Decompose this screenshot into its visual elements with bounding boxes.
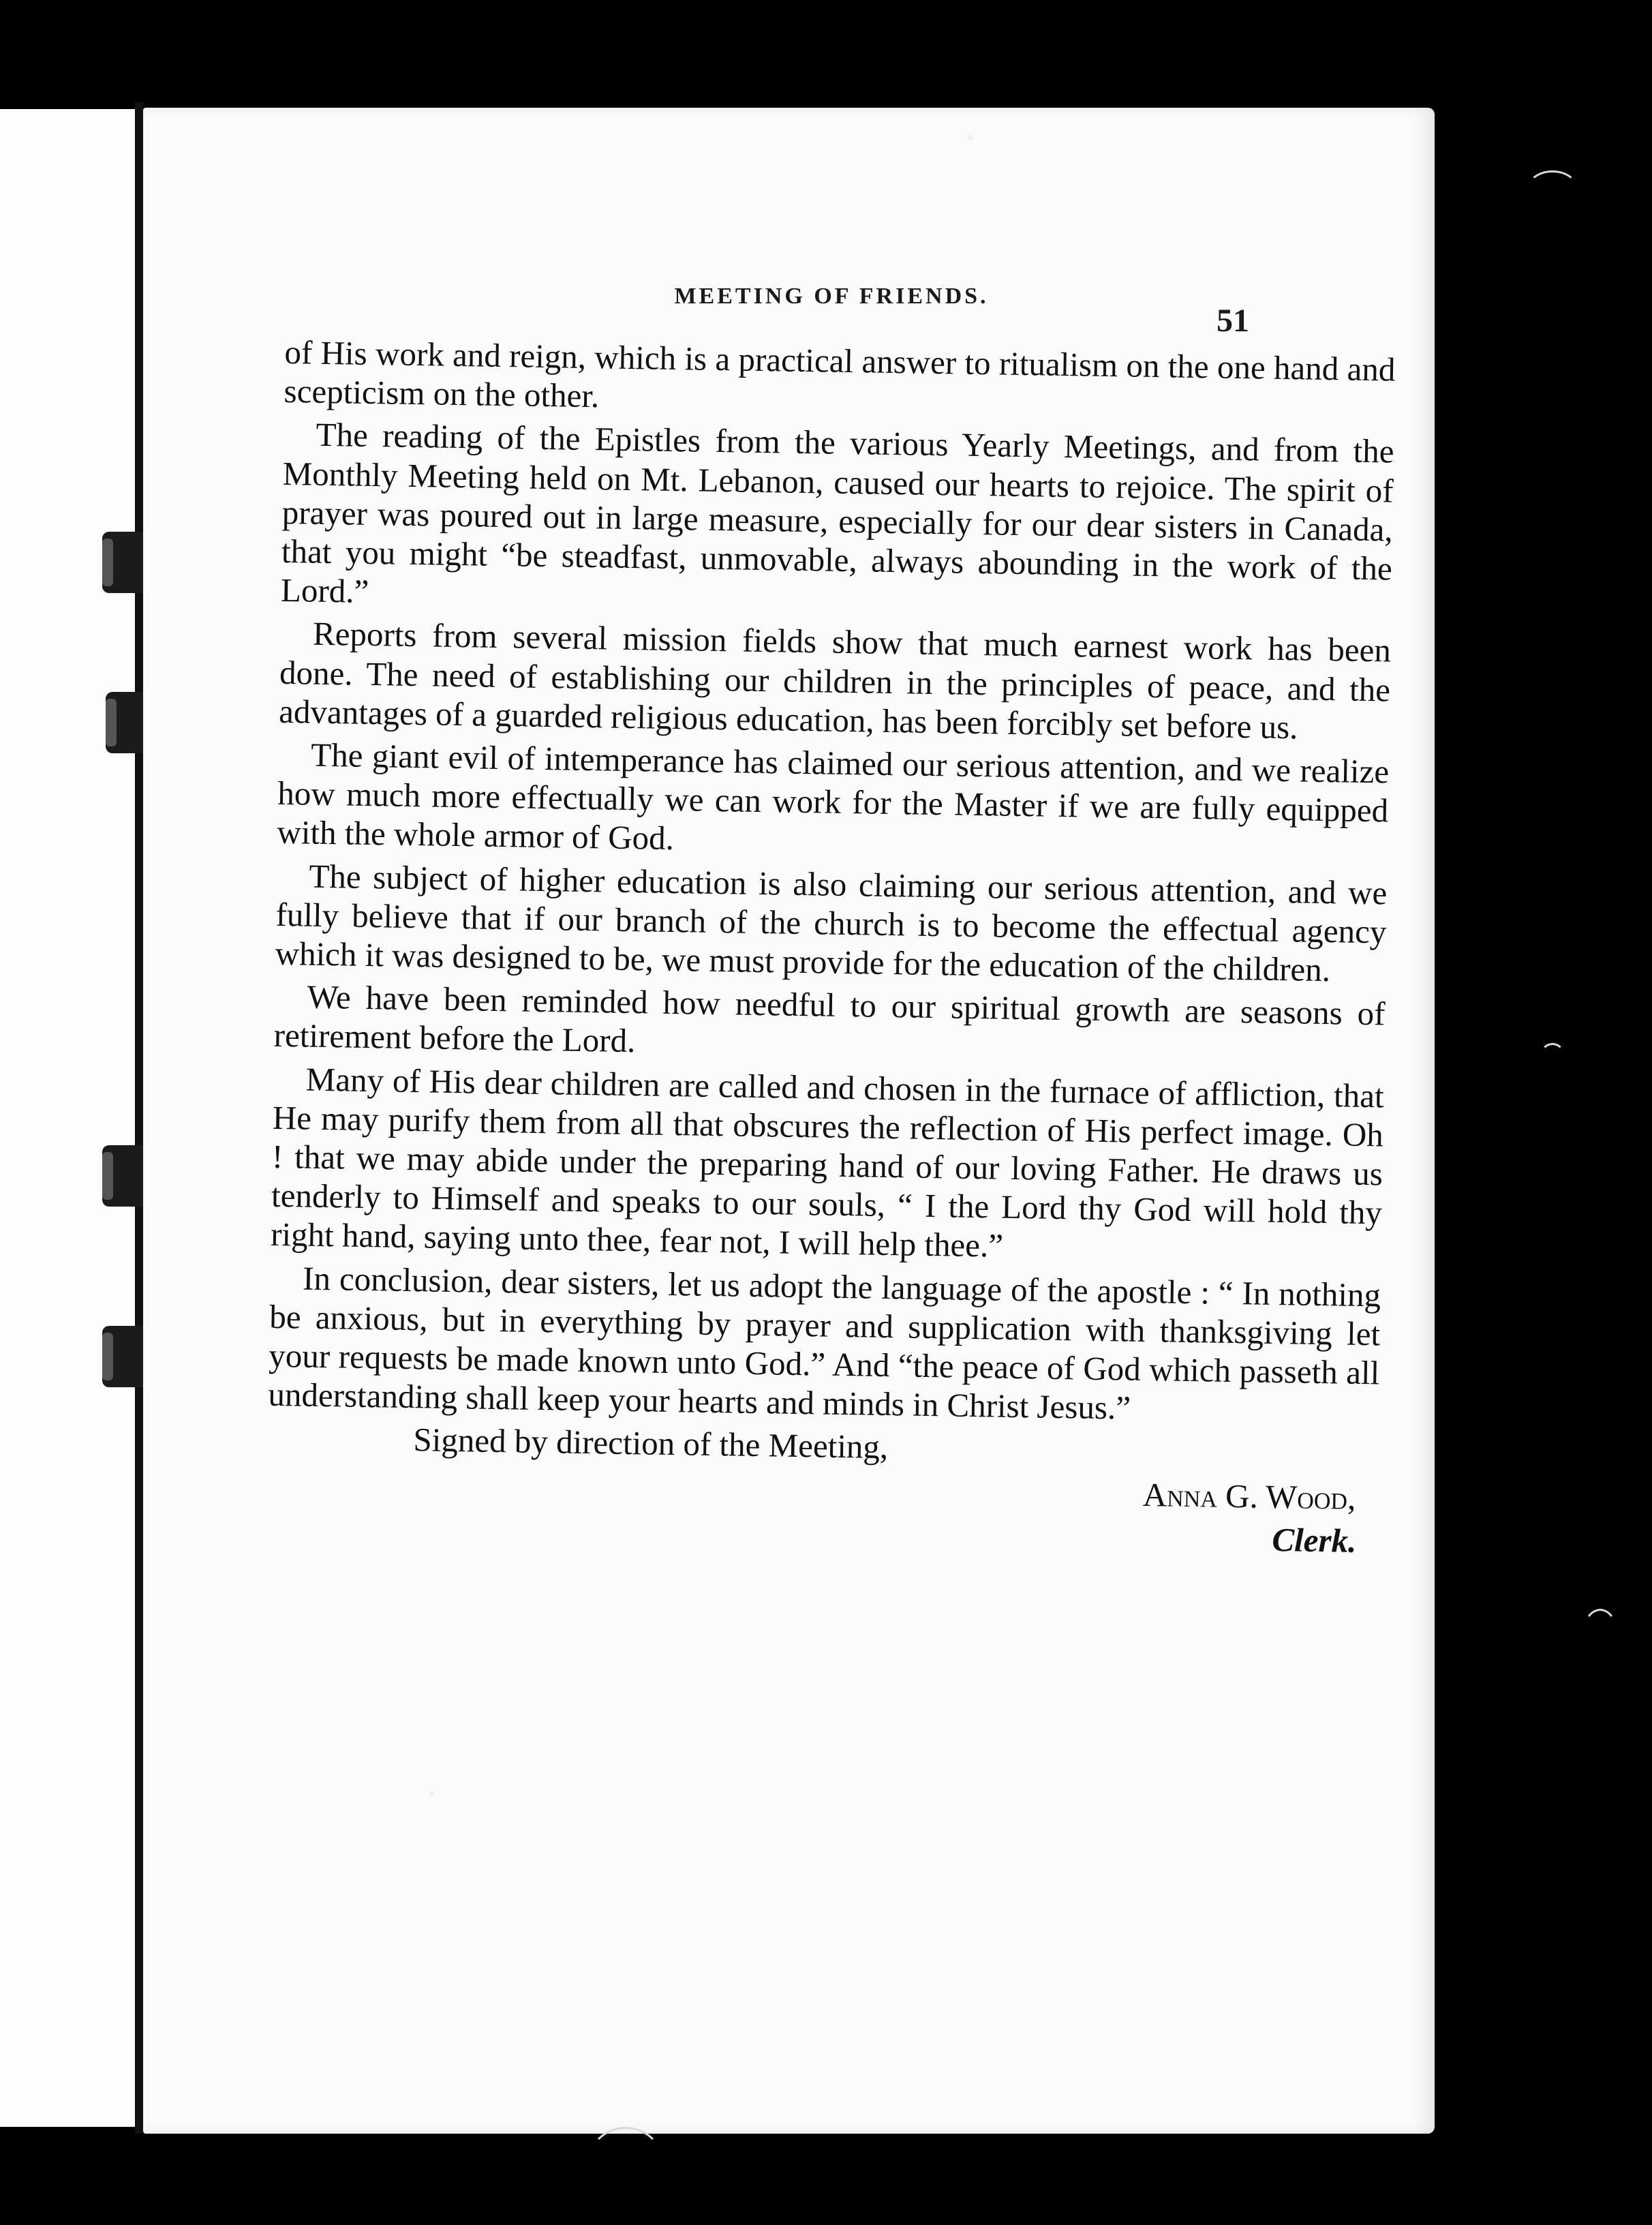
paragraph: We have been reminded how needful to our spiritual growth are seasons of retirement before the Lord. [273,978,1386,1060]
paragraph: The giant evil of intemperance has claimed our serious attention, and we realize how much more effectually we can work for the Master if we are fully equipped with the whole armor of God. [277,736,1390,858]
book-spine [135,102,143,2134]
signed-line: Signed by direction of the Meeting, [413,1421,889,1466]
dust-lint [586,2127,665,2206]
dust-lint [1540,1043,1565,1068]
page-number: 51 [1217,303,1249,339]
paragraph: Reports from several mission fields show that much earnest work has been done. The need of establishing our children in the principles of peace, and the advantages of a guarded religious education, has been forcibly set before us. [278,615,1392,746]
paragraph: Many of His dear children are called and chosen in the furnace of affliction, that He may purify them from all that obscures the reflection of His perfect image. Oh ! that we may abide under the preparing hand of our loving Father. He draws us tenderly to Himself and speaks to our souls, “ I the Lord thy God will hold thy right hand, saying unto thee, fear not, I will help thee.” [270,1060,1385,1265]
signature-title: Clerk. [1272,1520,1357,1560]
signature-name: Anna G. Wood, [1142,1475,1356,1517]
body-text [266,333,1396,1564]
dust-lint [1581,1609,1619,1667]
book-page [143,108,1435,2134]
dust-lint [1527,170,1578,209]
paper-speck [429,1791,434,1796]
paragraph: The reading of the Epistles from the various Yearly Meetings, and from the Monthly Meeting held on Mt. Lebanon, caused our hearts to rejoice. The spirit of prayer was poured out in large measure, especially for our dear sisters in Canada, that you might “be steadfast, unmovable, always abounding in the work of the Lord.” [280,416,1394,611]
running-head: MEETING OF FRIENDS. [674,284,989,309]
paragraph: The subject of higher education is also claiming our serious attention, and we fully believe that if our branch of the church is to become the effectual agency which it was designed to be, we must provide for the education of the children. [275,857,1388,989]
paragraph: of His work and reign, which is a practical answer to ritualism on the one hand and scepticism on the other. [284,333,1396,415]
facing-page-edge [0,109,140,2127]
paper-speck [968,135,973,140]
paragraph: In conclusion, dear sisters, let us adopt the language of the apostle : “ In nothing be anxious, but in everything by prayer and supplication with thanksgiving let your requests be made known unto God.” And “the peace of God which passeth all understanding shall keep your hearts and minds in Christ Jesus.” [268,1259,1381,1427]
